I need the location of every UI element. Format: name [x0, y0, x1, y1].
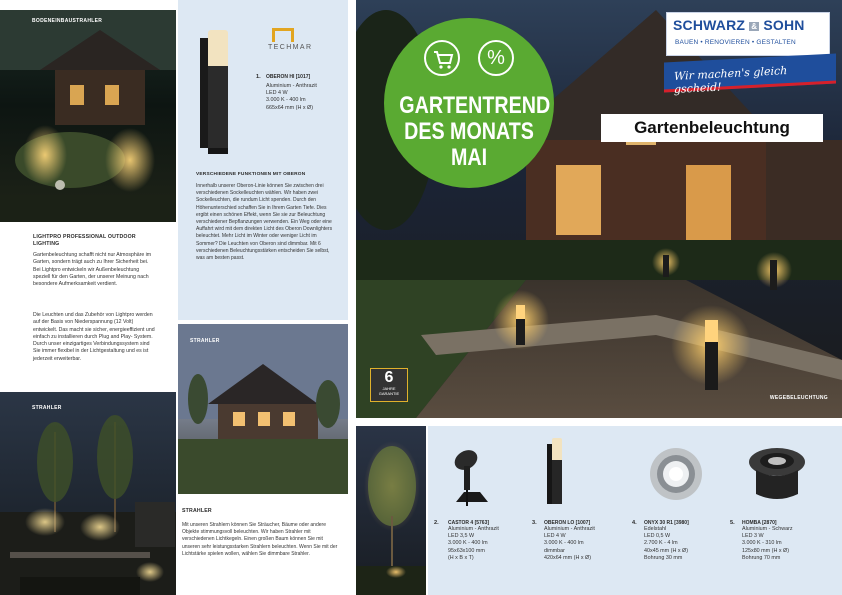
guarantee-years: JAHRE — [382, 386, 396, 391]
product-spec-line: 40x45 mm (H x Ø) — [644, 547, 689, 554]
product-name: CASTOR 4 [5763] — [448, 520, 490, 526]
main-title: Gartenbeleuchtung — [601, 114, 823, 142]
product-spec-line: dimmbar — [544, 547, 565, 554]
product-number: 5. — [730, 520, 735, 526]
product-spec-line: LED 3,5 W — [448, 533, 475, 540]
strahler-heading: STRAHLER — [182, 508, 212, 514]
product-spec-line: 95x63x100 mm — [448, 547, 485, 554]
trees-photo-illustration — [0, 392, 176, 595]
product-spec-line: LED 3 W — [742, 533, 764, 540]
product-spec-line: 3.000 K - 400 lm — [266, 97, 306, 104]
intro-text-box — [0, 222, 176, 392]
product-spec-line: 125x80 mm (H x Ø) — [742, 547, 790, 554]
product-spec-line: 420x64 mm (H x Ø) — [544, 554, 592, 561]
techmar-box — [178, 0, 348, 320]
photo-caption-bodeneinbau: BODENEINBAUSTRAHLER — [32, 18, 103, 24]
product-number: 2. — [434, 520, 439, 526]
tree-spot-illustration — [356, 426, 426, 595]
intro-paragraph-1: Gartenbeleuchtung schafft nicht nur Atmosphäre im Garten, sondern trägt auch zu Ihrer Sicherheit bei. Bei Lightpro entwickeln wir Außenbeleuchtung speziell für den Garten, der unserer Meinung nach besondere Aufmerksamkeit verdient. — [33, 252, 152, 288]
product-name: OBERON HI [1017] — [266, 74, 311, 80]
product-spec-line: Bohrung 70 mm — [742, 554, 781, 561]
promo-line-2: DES MONATS — [404, 118, 534, 145]
brand-ampersand: & — [751, 21, 758, 31]
house-photo-illustration — [178, 324, 348, 494]
product-spec-line: 3.000 K - 400 lm — [448, 540, 488, 547]
homba-image — [744, 442, 810, 506]
techmar-logo — [268, 28, 312, 51]
product-spec-line: Aluminium - Anthrazit — [266, 83, 317, 89]
product-number: 1. — [256, 74, 261, 80]
product-number: 3. — [532, 520, 537, 526]
product-spec-line: 2.700 K - 4 lm — [644, 540, 678, 547]
product-name: HOMBA [2870] — [742, 520, 777, 526]
shopping-cart-icon — [424, 40, 460, 76]
photo-caption-strahler-2: STRAHLER — [190, 338, 220, 344]
promo-line-3: MAI — [450, 144, 488, 171]
products-box — [428, 426, 842, 595]
percent-icon: % — [478, 40, 514, 76]
product-name: ONYX 30 R1 [3980] — [644, 520, 689, 526]
product-spec-line: LED 4 W — [266, 90, 288, 97]
product-spec-line: Aluminium - Schwarz — [742, 526, 793, 532]
functions-heading: VERSCHIEDENE FUNKTIONEN MIT OBERON — [196, 172, 306, 177]
intro-paragraph-2: Die Leuchten und das Zubehör von Lightpro werden auf der Basis von Niederspannung (12 Volt) entwickelt. Das macht sie sicher, energieeffizient und einfach zu installieren durch Plug and Play- System. Durch unser einzigartiges Verbindungssystem sind Sie immer flexibel in der Lichtgestaltung und es ist jederzeit erweiterbar. — [33, 312, 155, 362]
intro-heading: LIGHTPRO PROFESSIONAL OUTDOOR LIGHTING — [33, 234, 136, 247]
photo-caption-strahler-1: STRAHLER — [32, 405, 62, 411]
brand-logo — [666, 12, 830, 56]
strahler-text: Mit unseren Strahlern können Sie Sträucher, Bäume oder andere Objekte stimmungsvoll beleuchten. Wir haben Strahler mit verschiedenen Lichtkegeln. Einen großen Baum können Sie mit unseren sehr leistungsstarken Strahlern beleuchten. Wenn Sie mit der Lichtstärke spielen wollen, wählen Sie dimmbare Strahler. — [182, 522, 338, 557]
garden-photo-illustration — [0, 10, 176, 222]
bodeneinbau-photo — [0, 10, 176, 222]
product-spec-line: LED 4 W — [544, 533, 566, 540]
product-spec-line: Aluminium - Anthrazit — [544, 526, 595, 532]
product-spec-line: 3.000 K - 310 lm — [742, 540, 782, 547]
promo-circle — [384, 18, 554, 188]
brand-tagline: BAUEN • RENOVIEREN • GESTALTEN — [675, 39, 796, 46]
brand-name-left: SCHWARZ — [673, 17, 746, 33]
tree-spot-photo — [356, 426, 426, 595]
brand-slogan: Wir machen's gleich gscheid! — [674, 64, 788, 96]
onyx-image — [646, 444, 706, 504]
product-spec-line: Aluminium - Anthrazit — [448, 526, 499, 532]
product-spec-line: (H x B x T) — [448, 554, 474, 561]
techmar-logo-text: TECHMAR — [268, 44, 313, 51]
product-spec-line: Bohrung 30 mm — [644, 554, 683, 561]
guarantee-label: GARANTIE — [378, 391, 400, 396]
guarantee-number: 6 — [384, 369, 394, 386]
functions-text: Innerhalb unserer Oberon-Linie können Sie zwischen drei verschiedenen Sockelleuchten wählen. Wir haben zwei Sockelleuchten, die rundum Licht spenden. Durch den Höhenunterschied schaffen Sie in Ihrem Garten Tiefe. Dies ergibt einen schönen Effekt, wenn Sie sie zur Beleuchtung verschiedener Bepflanzungen verwenden. Ein Weg oder eine Auffahrt wird mit dem direkten Licht des Oberon Downlighters beleuchtet. Mehr Licht im Winter oder weniger Licht im Sommer? Die Leuchten von Oberon sind dimmbar. Mit 6 verschiedenen Beleuchtungsstärken entscheiden Sie selbst, was am besten passt. — [196, 183, 333, 262]
product-name: OBERON LO [1007] — [544, 520, 591, 526]
brand-name-right: SOHN — [763, 17, 805, 33]
strahler-text-box — [178, 494, 348, 595]
product-spec-line: 665x64 mm (H x Ø) — [266, 104, 314, 111]
oberon-hi-lamp-image — [192, 28, 252, 158]
strahler-trees-photo — [0, 392, 176, 595]
castor-spot-image — [436, 440, 516, 510]
promo-line-1: GARTENTREND — [399, 92, 551, 119]
photo-caption-wegebeleuchtung: WEGEBELEUCHTUNG — [769, 395, 828, 401]
techmar-logo-mark — [272, 28, 294, 42]
product-number: 4. — [632, 520, 637, 526]
oberon-lo-image — [540, 434, 570, 514]
strahler-house-photo — [178, 324, 348, 494]
product-spec-line: 3.000 K - 400 lm — [544, 540, 584, 547]
product-spec-line: LED 0,5 W — [644, 533, 671, 540]
guarantee-badge — [370, 368, 408, 402]
product-spec-line: Edelstahl — [644, 526, 667, 532]
